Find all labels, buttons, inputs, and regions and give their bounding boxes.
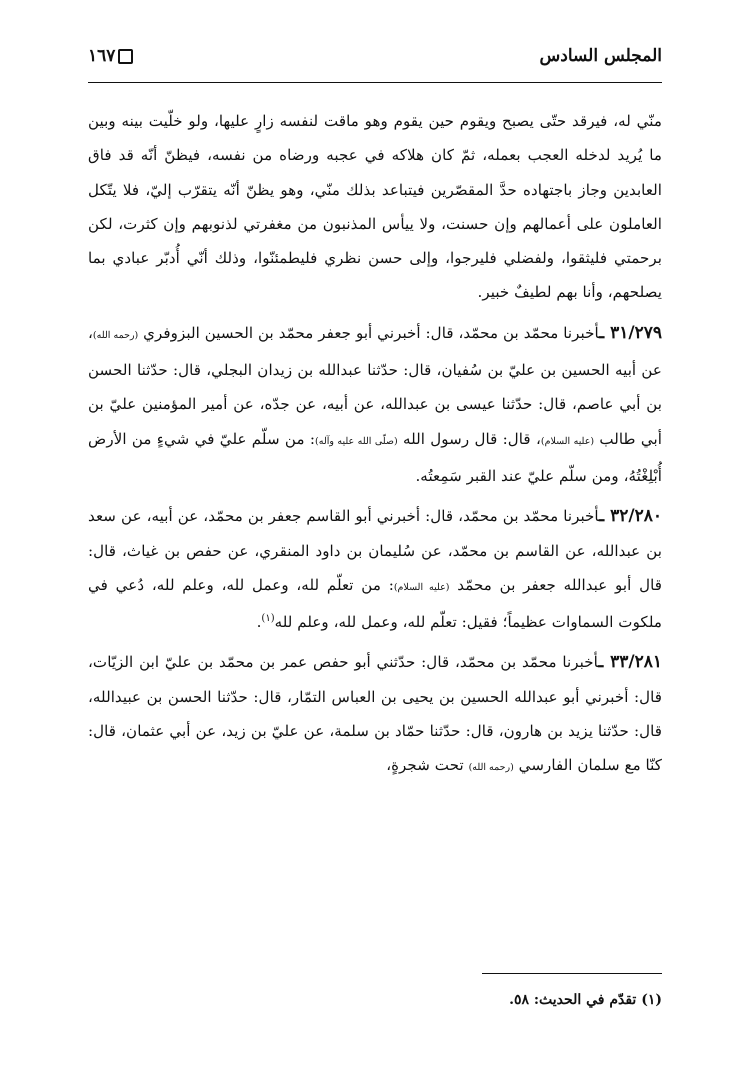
hadith-text: تحت شجرةٍ، — [386, 756, 469, 775]
paragraph-continuation — [88, 104, 662, 310]
honorific-note: (رحمه الله) — [468, 762, 514, 774]
footnote-rule — [482, 973, 662, 974]
square-marker-icon — [118, 49, 133, 64]
honorific-note: (رحمه الله) — [92, 329, 139, 341]
hadith-text: . — [256, 613, 262, 632]
hadith-text: أخبرنا محمّد بن محمّد، قال: أخبرني أبو القاسم جعفر بن محمّد، عن أبيه، عن سعد بن عبدالله، عن القاسم بن محمّد، عن سُليمان بن داود المنقري، عن حفص بن غياث، قال: قال أبو عبدالله جعفر بن محمّد — [88, 507, 662, 594]
hadith-280 — [88, 499, 662, 639]
footnote: (١) تقدّم في الحديث: ٥٨. — [509, 992, 662, 1008]
hadith-text: ، عن أبيه الحسين بن عليّ بن سُفيان، قال: حدّثنا عبدالله بن زيدان البجلي، قال: حدّثنا الحسن بن أبي عاصم، قال: حدّثنا عيسى بن عبدالله، عن أبيه، عن جدّه، عن أمير المؤمنين عليّ بن أبي طالب — [88, 323, 662, 448]
honorific-note: (صلّى الله عليه وآله) — [315, 435, 398, 447]
running-title: المجلس السادس — [539, 46, 662, 66]
hadith-number: ٣١/٢٧٩ ـ — [599, 322, 662, 343]
honorific-note: (عليه السلام) — [540, 435, 595, 447]
page-number — [88, 46, 133, 66]
body-text — [88, 104, 662, 792]
header-rule — [88, 82, 662, 83]
hadith-number: ٣٣/٢٨١ ـ — [598, 652, 662, 673]
hadith-279 — [88, 316, 662, 493]
hadith-text: : من سلّم عليّ في شيءٍ من الأرض أُبْلِغْتُهُ، ومن سلّم عليّ عند القبر سَمِعتُه. — [88, 429, 662, 485]
hadith-text: : من تعلّم لله، وعمل لله، وعلم لله، دُعي في ملكوت السماوات عظيماً؛ فقيل: تعلّم لله، وعمل لله، وعلم لله — [88, 575, 662, 632]
page-header — [88, 46, 662, 76]
honorific-note: (عليه السلام) — [393, 581, 450, 593]
hadith-text: أخبرنا محمّد بن محمّد، قال: حدّثني أبو حفص عمر بن محمّد بن عليّ ابن الزيّات، قال: أخبرني أبو عبدالله الحسين بن يحيى بن العباس التمّار، قال: حدّثنا الحسن بن عبيدالله، قال: حدّثنا يزيد بن هارون، قال: حدّثنا حمّاد بن سلمة، عن عليّ بن زيد، عن أبي عثمان، قال: كنّا مع سلمان الفارسي — [88, 653, 662, 775]
hadith-text: أخبرنا محمّد بن محمّد، قال: أخبرني أبو جعفر محمّد بن الحسين البزوفري — [138, 323, 600, 342]
page-number-value: ١٦٧ — [88, 46, 116, 66]
paragraph-text: منّي له، فيرقد حتّى يصبح ويقوم حين يقوم وهو ماقت لنفسه زارٍ عليها، ولو خلّيت بينه وبين ما يُريد لدخله العجب بعمله، ثمّ كان هلاكه في عجبه ورضاه من نفسه، فيظنّ أنّه قد فاق العابدين وجاز باجتهاده حدَّ المقصّرين فيتباعد بذلك منّي، وهو يظنّ أنّه يتقرّب إليّ، فلا يتّكل العاملون على أعمالهم وإن حسنت، ولا ييأس المذنبون من مغفرتي لذنوبهم وإن كثرت، لكن برحمتي فليثقوا، ولفضلي فليرجوا، وإلى حسن نظري فليطمئنّوا، وذلك أنّي أُدبّر عبادي بما يصلحهم، وأنا بهم لطيفٌ خبير. — [88, 112, 662, 302]
hadith-281 — [88, 645, 662, 785]
footnote-reference[interactable]: (١) — [261, 613, 275, 625]
hadith-text: ، قال: قال رسول الله — [397, 429, 541, 448]
hadith-number: ٣٢/٢٨٠ ـ — [599, 506, 662, 527]
